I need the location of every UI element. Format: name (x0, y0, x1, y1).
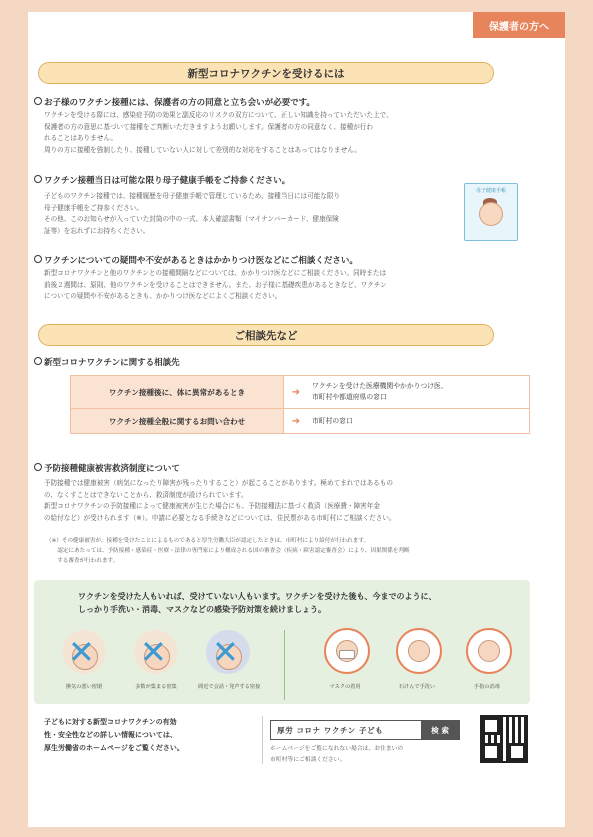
handbook-label: 母子健康手帳 (475, 188, 506, 194)
search-query: 厚労 コロナ ワクチン 子ども (277, 725, 384, 735)
arrow-right-icon: ➜ (284, 376, 309, 409)
close-contact-icon: ✕ (206, 630, 250, 674)
table-topic-cell: ワクチン接種全般に関するお問い合わせ (71, 409, 284, 434)
circle-bullet-icon (34, 463, 42, 471)
heading-handbook: ワクチン接種当日は可能な限り母子健康手帳をご持参ください。 (34, 174, 290, 186)
circle-bullet-icon (34, 97, 42, 105)
section-title-consultation: ご相談先など (38, 324, 494, 346)
heading-relief-system: 予防接種健康被害救済制度について (34, 462, 180, 474)
arrow-right-icon: ➜ (284, 409, 309, 434)
qr-code-icon[interactable] (480, 715, 528, 763)
crowd-icon: ✕ (134, 630, 178, 674)
search-box[interactable] (270, 720, 460, 740)
footer-divider (262, 716, 263, 764)
paragraph-questions: 新型コロナワクチンと他のワクチンとの接種間隔などについては、かかりつけ医などにご相談ください。同時または 前後２週間は、原則、他のワクチンを受けることはできません。また、お子様に基礎疾患があるときなど、ワクチン についての疑問や不安があるときも、かかりつけ医などによくご相談ください。 (44, 269, 387, 300)
footnote-relief: （※）その健康被害が、接種を受けたことによるものであると厚生労働大臣が認定したときは、市町村により給付が行われます。 認定にあたっては、予防接種・感染症・医療・法律の専門家により構成される国の審査会（疾病・障害認定審査会）により、因果関係を判断 する審査が行われます。 (46, 538, 410, 564)
circle-bullet-icon (34, 175, 42, 183)
prevention-message: ワクチンを受けた人もいれば、受けていない人もいます。ワクチンを受けた後も、今までのように、 しっかり手洗い・消毒、マスクなどの感染予防対策を続けましょう。 (78, 592, 437, 614)
handwash-icon (396, 628, 442, 674)
caption-handwash: 石けんで手洗い (398, 684, 436, 690)
consultation-table (70, 375, 530, 434)
circle-bullet-icon (34, 357, 42, 365)
mask-icon (324, 628, 370, 674)
circle-bullet-icon (34, 255, 42, 263)
table-row (71, 376, 530, 409)
caption-crowd: 多数が集まる密集 (135, 684, 177, 690)
closed-space-icon: ✕ (62, 630, 106, 674)
heading-questions: ワクチンについての疑問や不安があるときはかかりつけ医などにご相談ください。 (34, 254, 358, 266)
caption-mask: マスクの着用 (329, 684, 361, 690)
mother-child-handbook-icon (464, 183, 518, 241)
table-where-cell: ワクチンを受けた医療機関やかかりつけ医、 市町村や都道府県の窓口 (308, 376, 530, 409)
section-title-vaccination: 新型コロナワクチンを受けるには (38, 62, 494, 84)
caption-close-contact: 間近で会話・発声する密接 (198, 684, 261, 690)
caption-sanitizer: 手指の消毒 (474, 684, 500, 690)
panel-divider (284, 630, 285, 700)
paragraph-handbook: 子どものワクチン接種では、接種履歴を母子健康手帳で管理しているため、接種当日には可能な限り 母子健康手帳をご持参ください。 その他、このお知らせが入っていた封筒の中の一式、本人確認書類（マイナンバーカード、健康保険 証等）を忘れずにお持ちください。 (44, 192, 341, 235)
caption-closed-space: 換気の悪い密閉 (65, 684, 103, 690)
table-row (71, 409, 530, 434)
heading-consult: 新型コロナワクチンに関する相談先 (34, 356, 180, 368)
heading-parental-consent: お子様のワクチン接種には、保護者の方の同意と立ち会いが必要です。 (34, 96, 315, 108)
prevention-panel (34, 580, 530, 704)
paragraph-relief: 予防接種では健康被害（病気になったり障害が残ったりすること）が起こることがあります。極めてまれではあるもの の、なくすことはできないことから、救済制度が設けられています。 新型コロナワクチンの予防接種によって健康被害が生じた場合にも、予防接種法に基づく救済（医療費・障害年金 の給付など）が受けられます（※）。申請に必要となる手続きなどについては、住民票がある市町村にご相談ください。 (44, 479, 396, 522)
table-topic-cell: ワクチン接種後に、体に異常があるとき (71, 376, 284, 409)
footer-info: 子どもに対する新型コロナワクチンの有効 性・安全性などの詳しい情報については、 厚生労働省のホームページをご覧ください。 (44, 718, 184, 752)
paragraph-consent: ワクチンを受ける際には、感染症予防の効果と副反応のリスクの双方について、正しい知識を持っていただいた上で、 保護者の方の意思に基づいて接種をご判断いただきますようお願いします。保護者の方の同意なく、接種が行わ れることはありません。 周りの方に接種を強制したり、接種していない人に対して差別的な対応をすることはあってはなりません。 (44, 111, 393, 154)
footer-note: ホームページをご覧になれない場合は、お住まいの 市町村等にご相談ください。 (270, 746, 404, 763)
sanitizer-icon (466, 628, 512, 674)
search-button[interactable]: 検 索 (421, 721, 459, 739)
table-where-cell: 市町村の窓口 (308, 409, 530, 434)
audience-tag: 保護者の方へ (473, 12, 565, 38)
